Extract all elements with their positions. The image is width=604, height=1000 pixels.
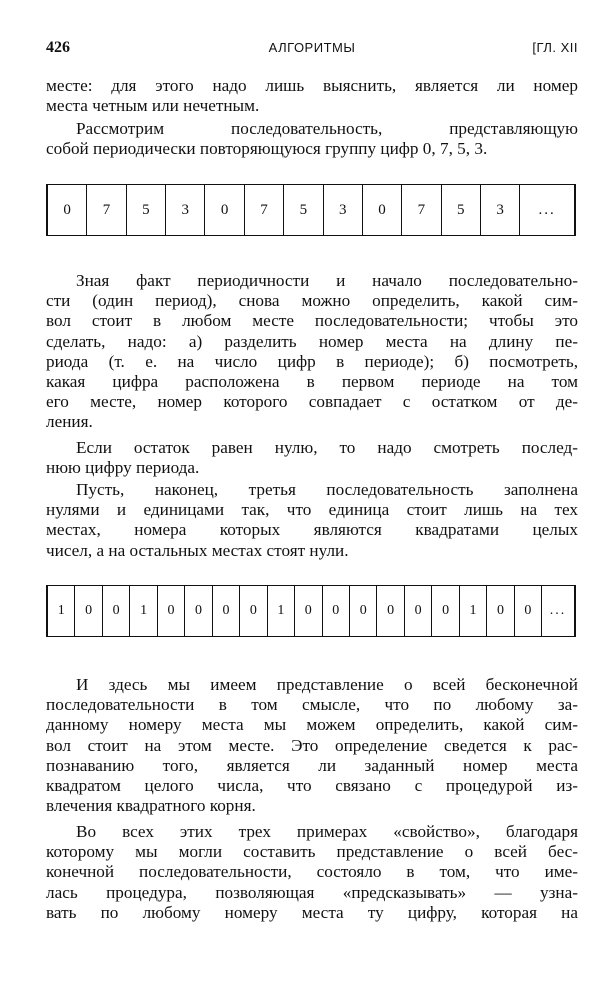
paragraph-remainder [46,438,578,478]
sequence-cell: 0 [404,586,431,636]
paragraph-squares [46,480,578,561]
sequence-cell: 0 [212,586,239,636]
sequence-cell: 5 [126,185,165,235]
sequence-cell: 0 [486,586,513,636]
text-line: которому мы могли составить представление о всей бес- [46,842,578,862]
page-number: 426 [46,39,70,56]
sequence-cell: 0 [376,586,403,636]
text-line: Зная факт периодичности и начало последовательно- [76,271,578,290]
text-line: И здесь мы имеем представление о всей бесконечной [76,675,578,694]
text-line: сти (один период), снова можно определить, какой сим- [46,291,578,311]
text-line: месте: для этого надо лишь выяснить, является ли номер [46,76,578,95]
text-line: местах, номера которых являются квадратами целых [46,520,578,540]
sequence-cell: 0 [157,586,184,636]
text-line: Во всех этих трех примерах «свойство», благодаря [76,822,578,841]
text-line: собой периодически повторяющуюся группу цифр 0, 7, 5, 3. [46,139,488,159]
sequence-cell: 7 [401,185,440,235]
sequence-cell: 1 [267,586,294,636]
sequence-cell: 7 [86,185,125,235]
text-line: Пусть, наконец, третья последовательность заполнена [76,480,578,499]
text-line: данному номеру места мы можем определить, какой сим- [46,715,578,735]
sequence-cell: 0 [102,586,129,636]
text-line: квадратом целого числа, что связано с процедурой из- [46,775,578,795]
text-line: познаванию того, является ли заданный номер места [46,755,578,775]
sequence-cell: 1 [129,586,156,636]
text-line: какая цифра расположена в первом периоде на том [46,371,578,391]
sequence-ellipsis: ... [541,586,576,636]
text-line: последовательности в том смысле, что по любому за- [46,695,578,715]
paragraph-periodic-intro [46,119,578,159]
sequence-cell: 3 [165,185,204,235]
text-line: чисел, а на остальных местах стоят нули. [46,540,349,560]
text-line: лась процедура, позволяющая «предсказывать» — узна- [46,882,578,902]
text-line: Рассмотрим последовательность, представляющую [76,119,578,138]
sequence-cell: 0 [184,586,211,636]
text-line: нулями и единицами так, что единица стоит лишь на тех [46,500,578,520]
text-line: его месте, номер которого совпадает с остатком от де- [46,392,578,412]
text-line: места четным или нечетным. [46,96,260,116]
text-line: сделать, надо: а) разделить номер места на длину пе- [46,331,578,351]
text-line: влечения квадратного корня. [46,796,256,816]
sequence-cell: 0 [74,586,101,636]
sequence-table-squares [46,585,576,637]
sequence-table-periodic [46,184,576,236]
sequence-cell: 0 [431,586,458,636]
sequence-cell: 1 [46,586,74,636]
sequence-cell: 0 [46,185,86,235]
sequence-cell: 0 [204,185,243,235]
sequence-cell: 0 [514,586,541,636]
sequence-cell: 0 [349,586,376,636]
text-line: риода (т. е. на число цифр в периоде); б) посмотреть, [46,351,578,371]
paragraph-continuation [46,76,578,116]
sequence-cell: 0 [294,586,321,636]
text-line: конечной последовательности, состояло в том, что име- [46,862,578,882]
paragraph-representation [46,675,578,816]
text-line: вол стоит на этом месте. Это определение сведется к рас- [46,735,578,755]
running-title: АЛГОРИТМЫ [268,40,356,55]
text-line: вол стоит в любом месте последовательности; чтобы это [46,311,578,331]
sequence-cell: 5 [441,185,480,235]
sequence-ellipsis: ... [519,185,576,235]
sequence-cell: 3 [323,185,362,235]
paragraph-periodicity [46,271,578,433]
sequence-cell: 0 [239,586,266,636]
sequence-cell: 5 [283,185,322,235]
chapter-label: [ГЛ. XII [532,40,578,55]
running-header [46,36,578,60]
text-line: ления. [46,412,93,432]
sequence-cell: 0 [362,185,401,235]
text-line: вать по любому номеру места ту цифру, которая на [46,902,578,922]
text-line: Если остаток равен нулю, то надо смотреть послед- [76,438,578,457]
paragraph-conclusion [46,822,578,923]
sequence-cell: 1 [459,586,486,636]
sequence-cell: 7 [244,185,283,235]
sequence-cell: 0 [322,586,349,636]
text-line: нюю цифру периода. [46,458,200,478]
sequence-cell: 3 [480,185,519,235]
